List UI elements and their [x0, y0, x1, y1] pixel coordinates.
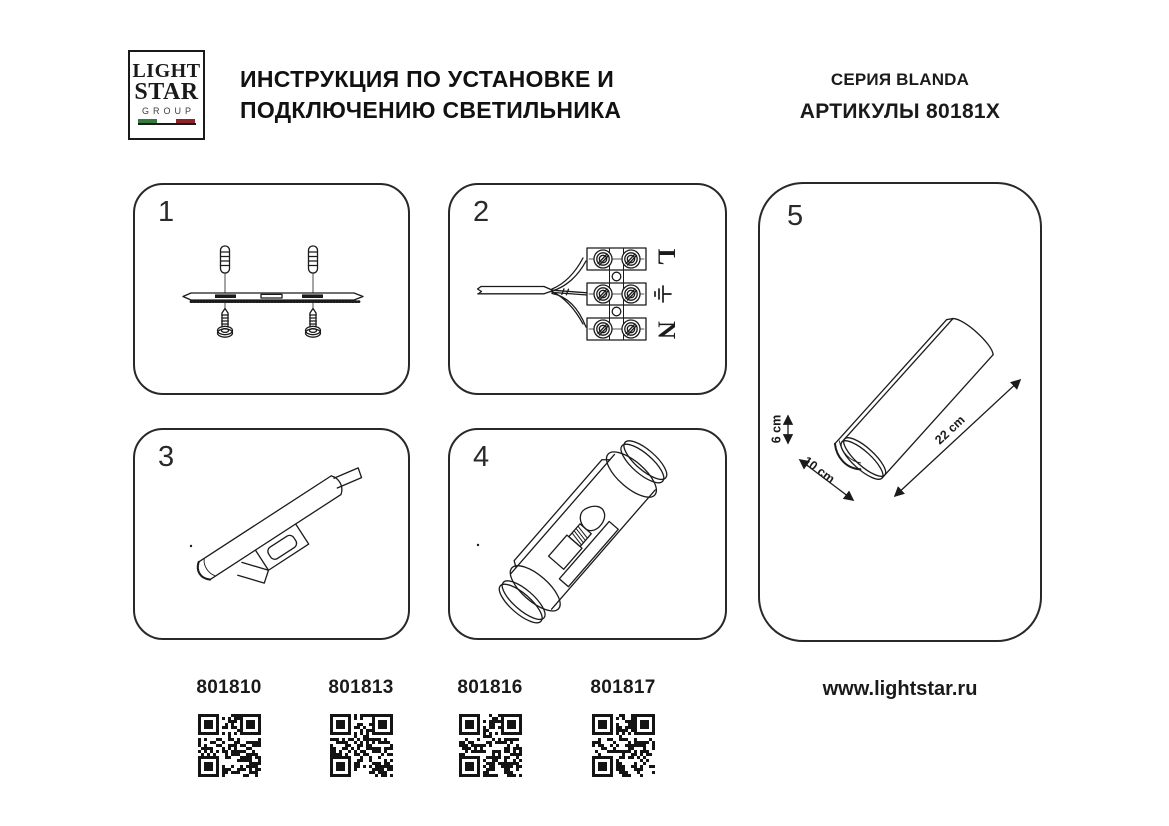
- step-1-drawing: [133, 183, 410, 395]
- step-panel-4: [448, 428, 727, 640]
- qr-code: [327, 711, 396, 780]
- article-block: [326, 677, 396, 785]
- dimension-depth: 10 cm: [800, 453, 838, 487]
- title-line-1: ИНСТРУКЦИЯ ПО УСТАНОВКЕ И: [240, 66, 615, 92]
- lightstar-logo: [128, 50, 205, 140]
- neutral-label: N: [652, 320, 680, 340]
- series-block: [758, 70, 1042, 124]
- step-panel-1: [133, 183, 410, 395]
- step-3-drawing: [133, 428, 410, 640]
- step-number-2: 2: [473, 196, 490, 228]
- title-line-2: ПОДКЛЮЧЕНИЮ СВЕТИЛЬНИКА: [240, 97, 622, 123]
- step-number-4: 4: [473, 441, 490, 473]
- dimension-length: 22 cm: [932, 412, 968, 448]
- step-4-drawing: [448, 428, 727, 640]
- qr-code: [589, 711, 658, 780]
- qr-code: [456, 711, 525, 780]
- step-2-wiring-diagram: [448, 183, 727, 395]
- website-url: www.lightstar.ru: [822, 678, 978, 700]
- article-number: 801813: [328, 677, 394, 698]
- step-number-5: 5: [787, 200, 804, 232]
- article-number: 801817: [590, 677, 656, 698]
- live-label: L: [652, 248, 680, 266]
- article-block: [455, 677, 525, 785]
- article-block: [588, 677, 658, 785]
- page-title: [240, 64, 621, 126]
- logo-word-star: STAR: [134, 79, 199, 105]
- italian-flag-icon: [138, 119, 196, 125]
- qr-code: [195, 711, 264, 780]
- step-number-1: 1: [158, 196, 175, 228]
- series-name: СЕРИЯ BLANDA: [830, 70, 970, 89]
- article-number: 801810: [196, 677, 262, 698]
- article-block: [194, 677, 264, 785]
- step-panel-2: [448, 183, 727, 395]
- step-5-dimension-drawing: [758, 182, 1042, 642]
- logo-word-light: LIGHT: [132, 60, 201, 82]
- article-number: 801816: [457, 677, 523, 698]
- logo-word-group: GROUP: [141, 106, 195, 116]
- articles-code: АРТИКУЛЫ 80181X: [799, 100, 1001, 123]
- step-panel-5: [758, 182, 1042, 642]
- step-panel-3: [133, 428, 410, 640]
- dimension-height: 6 cm: [769, 414, 784, 444]
- step-number-3: 3: [158, 441, 175, 473]
- ground-icon: [655, 286, 671, 302]
